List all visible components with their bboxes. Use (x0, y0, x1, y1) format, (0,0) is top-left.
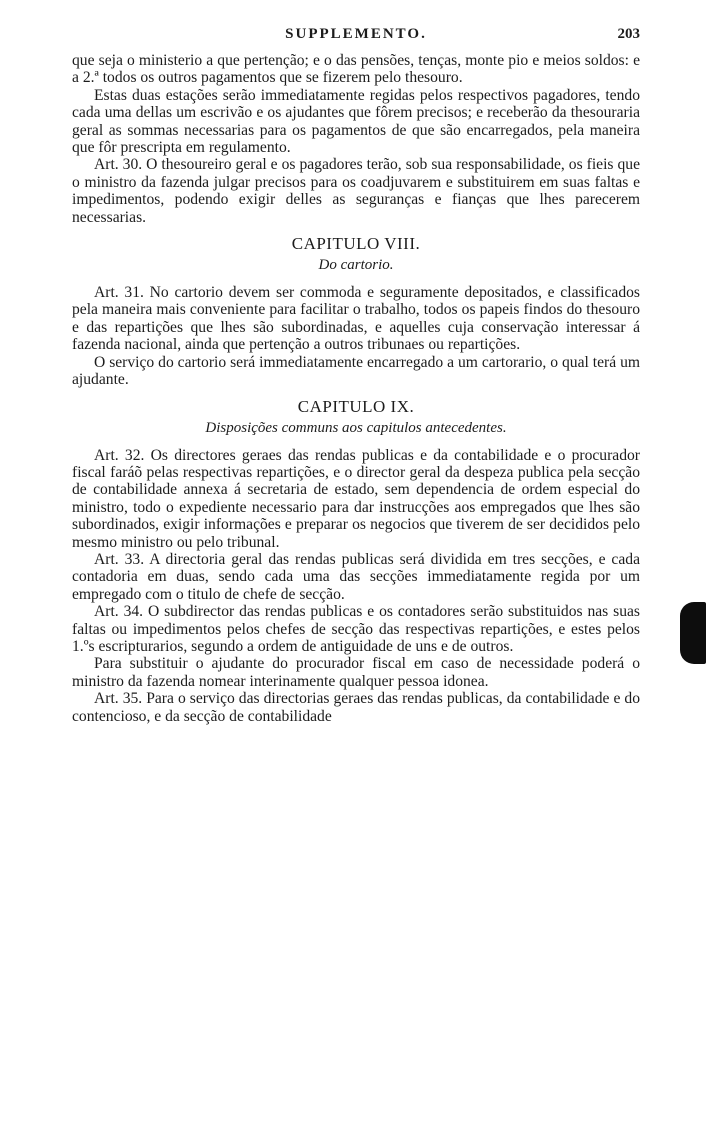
paragraph-continuation: que seja o ministerio a que pertenção; e o das pensões, tenças, monte pio e meios soldos: e a 2.ª todos os outros pagamentos que se fizerem pelo thesouro. (72, 52, 640, 87)
chapter-9-title: CAPITULO IX. (297, 396, 415, 416)
paragraph-art-31: Art. 31. No cartorio devem ser commoda e seguramente depositados, e classificados pela maneira mais conveniente para facilitar o trabalho, todos os papeis findos do thesouro e das repartições que lhes são subordinadas, e aquelles cuja conservação interessar á fazenda nacional, ainda que pertenção a outros tribunaes ou repartições. (72, 284, 640, 354)
paragraph-art-30: Art. 30. O thesoureiro geral e os pagadores terão, sob sua responsabilidade, os fieis que o ministro da fazenda julgar precisos para os coadjuvarem e substituirem em suas faltas e impedimentos, podendo exigir delles as seguranças e fianças que lhes parecerem necessarias. (72, 156, 640, 226)
chapter-8-title: CAPITULO VIII. (291, 234, 421, 254)
page-number: 203 (617, 26, 640, 42)
paragraph-art-32: Art. 32. Os directores geraes das rendas publicas e da contabilidade e o procurador fiscal faráõ pelas respectivas repartições, e o director geral da despeza publica pela secção de contabilidade annexa á secretaria de estado, sem dependencia de ordem especial do ministro, todo o expediente necessario para dar instrucções aos empregados que lhes são subordinados, exigir informações e preparar os negocios que tiverem de ser decididos pelo mesmo ministro ou pelo tribunal. (72, 446, 640, 551)
running-head (72, 24, 640, 46)
chapter-8-subtitle: Do cartorio. (318, 257, 394, 274)
paragraph-substituir-ajudante: Para substituir o ajudante do procurador fiscal em caso de necessidade poderá o ministro da fazenda nomear interinamente qualquer pessoa idonea. (72, 655, 640, 690)
paragraph-art-34: Art. 34. O subdirector das rendas publicas e os contadores serão substituidos nas suas faltas ou impedimentos pelos chefes de secção das respectivas repartições, e estes pelos 1.ºs escripturarios, segundo a ordem de antiguidade de uns e de outros. (72, 603, 640, 655)
document-page (72, 24, 640, 725)
paragraph-cartorio-servico: O serviço do cartorio será immediatamente encarregado a um cartorario, o qual terá um ajudante. (72, 353, 640, 389)
paragraph-estacoes: Estas duas estações serão immediatamente regidas pelos respectivos pagadores, tendo cada uma dellas um escrivão e os ajudantes que fôrem precisos; e receberão da thesouraria geral as sommas necessarias para os pagamentos de que são encarregados, pela maneira que fôr prescripta em regulamento. (72, 86, 640, 157)
paragraph-art-35: Art. 35. Para o serviço das directorias geraes das rendas publicas, da contabilidade e do contencioso, e da secção de contabilidade (72, 690, 640, 725)
running-title: SUPPLEMENTO. (285, 26, 427, 42)
ink-blot (680, 602, 706, 664)
chapter-9-subtitle: Disposições communs aos capitulos antecedentes. (205, 419, 507, 436)
paragraph-art-33: Art. 33. A directoria geral das rendas publicas será dividida em tres secções, e cada contadoria em duas, sendo cada uma das secções immediatamente regida por um empregado com o titulo de chefe de secção. (72, 550, 640, 603)
